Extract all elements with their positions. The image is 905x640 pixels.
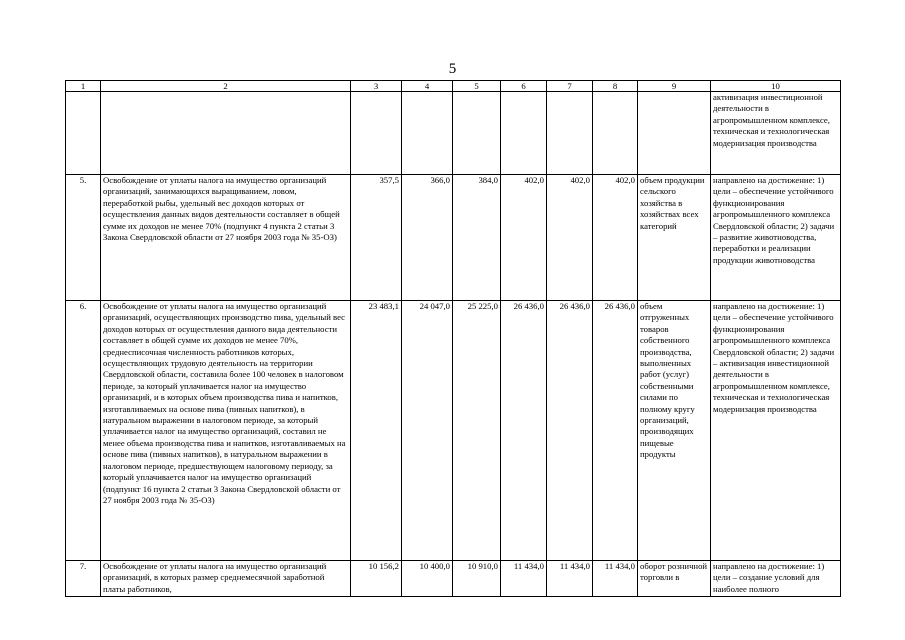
row-number: 7. [66, 561, 101, 597]
goal-cell: направлено на достижение: 1) цели – обеспечение устойчивого функционирования агропромышленного комплекса Свердловской области; 2) задачи – развитие животноводства, переработки и реализации продукции животноводства [711, 175, 841, 301]
column-number: 3 [351, 81, 402, 92]
value-cell [351, 92, 402, 175]
value-cell: 26 436,0 [547, 301, 593, 561]
table-row [66, 175, 841, 301]
value-cell [453, 92, 501, 175]
column-number: 4 [402, 81, 453, 92]
column-number: 1 [66, 81, 101, 92]
column-number: 8 [593, 81, 638, 92]
indicator-cell [638, 92, 711, 175]
row-number: 5. [66, 175, 101, 301]
value-cell: 384,0 [453, 175, 501, 301]
goal-cell: направлено на достижение: 1) цели – обеспечение устойчивого функционирования агропромышленного комплекса Свердловской области; 2) задачи – активизация инвестиционной деятельности в агропромышленном комплексе, техническая и технологическая модернизация производства [711, 301, 841, 561]
value-cell [402, 92, 453, 175]
value-cell: 11 434,0 [593, 561, 638, 597]
value-cell [547, 92, 593, 175]
benefit-description: Освобождение от уплаты налога на имущество организаций организаций, осуществляющих производство пива, удельный вес доходов которых от осуществления данного вида деятельности составляет в общей сумме их доходов не менее 70%, среднесписочная численность работников которых, осуществляющих трудовую деятельность на территории Свердловской области, составила более 100 человек в налоговом периоде, за который уплачивается налог на имущество организаций, и в которых объем производства пива и напитков, изготавливаемых на основе пива (пивных напитков), в натуральном выражении в налоговом периоде, за который уплачивается налог на имущество организаций, составил не менее объема производства пива и напитков, изготавливаемых на основе пива (пивных напитков), в натуральном выражении в налоговом периоде, предшествующем налоговому периоду, за который уплачивается налог на имущество организаций (подпункт 16 пункта 2 статьи 3 Закона Свердловской области от 27 ноября 2003 года № 35-ОЗ) [101, 301, 351, 561]
indicator-cell: объем продукции сельского хозяйства в хозяйствах всех категорий [638, 175, 711, 301]
value-cell: 24 047,0 [402, 301, 453, 561]
column-number: 5 [453, 81, 501, 92]
goal-cell: направлено на достижение: 1) цели – создание условий для наиболее полного [711, 561, 841, 597]
table-row [66, 92, 841, 175]
table-row [66, 301, 841, 561]
value-cell: 402,0 [593, 175, 638, 301]
indicator-cell: оборот розничной торговли в [638, 561, 711, 597]
benefit-description: Освобождение от уплаты налога на имущество организаций организаций, занимающихся выращиванием, ловом, переработкой рыбы, удельный вес доходов которых от осуществления данных видов деятельности составляет в общей сумме их доходов не менее 70% (подпункт 4 пункта 2 статьи 3 Закона Свердловской области от 27 ноября 2003 года № 35-ОЗ) [101, 175, 351, 301]
value-cell: 25 225,0 [453, 301, 501, 561]
value-cell: 11 434,0 [501, 561, 547, 597]
benefit-description [101, 92, 351, 175]
value-cell: 10 400,0 [402, 561, 453, 597]
value-cell [501, 92, 547, 175]
value-cell: 23 483,1 [351, 301, 402, 561]
page-number: 5 [448, 61, 457, 77]
column-number-row [66, 81, 841, 92]
value-cell [593, 92, 638, 175]
value-cell: 402,0 [547, 175, 593, 301]
row-number: 6. [66, 301, 101, 561]
table-row [66, 561, 841, 597]
column-number: 9 [638, 81, 711, 92]
benefit-description: Освобождение от уплаты налога на имущество организаций организаций, в которых размер среднемесячной заработной платы работников, [101, 561, 351, 597]
value-cell: 402,0 [501, 175, 547, 301]
value-cell: 26 436,0 [593, 301, 638, 561]
value-cell: 11 434,0 [547, 561, 593, 597]
goal-cell: активизация инвестиционной деятельности в агропромышленном комплексе, техническая и технологическая модернизация производства [711, 92, 841, 175]
indicator-cell: объем отгруженных товаров собственного производства, выполненных работ (услуг) собственными силами по полному кругу организаций, производящих пищевые продукты [638, 301, 711, 561]
value-cell: 10 156,2 [351, 561, 402, 597]
tax-benefits-table [65, 80, 841, 597]
value-cell: 357,5 [351, 175, 402, 301]
column-number: 7 [547, 81, 593, 92]
column-number: 6 [501, 81, 547, 92]
column-number: 10 [711, 81, 841, 92]
row-number [66, 92, 101, 175]
value-cell: 366,0 [402, 175, 453, 301]
value-cell: 10 910,0 [453, 561, 501, 597]
value-cell: 26 436,0 [501, 301, 547, 561]
column-number: 2 [101, 81, 351, 92]
